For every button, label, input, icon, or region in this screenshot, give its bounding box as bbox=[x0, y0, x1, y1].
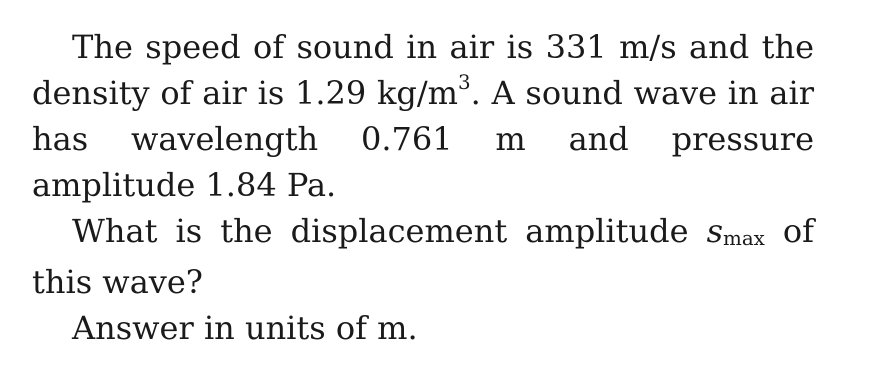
problem-statement bbox=[32, 24, 814, 208]
problem-text bbox=[32, 24, 814, 351]
symbol-subscript-max: max bbox=[723, 226, 765, 250]
statement-part-2: . A sound wave in air has wavelength 0.761 m and pressure amplitude 1.84 Pa. bbox=[32, 74, 815, 204]
question-part-2: of this wave? bbox=[32, 212, 815, 301]
answer-units: Answer in units of m. bbox=[72, 309, 418, 347]
question-text bbox=[32, 208, 814, 305]
statement-part-1: The speed of sound in air is 331 m/s and the density of air is 1.29 kg/m bbox=[32, 28, 814, 112]
cubed-superscript: 3 bbox=[458, 71, 471, 95]
symbol-s: s bbox=[706, 212, 724, 250]
question-part-1: What is the displacement amplitude bbox=[72, 212, 707, 250]
